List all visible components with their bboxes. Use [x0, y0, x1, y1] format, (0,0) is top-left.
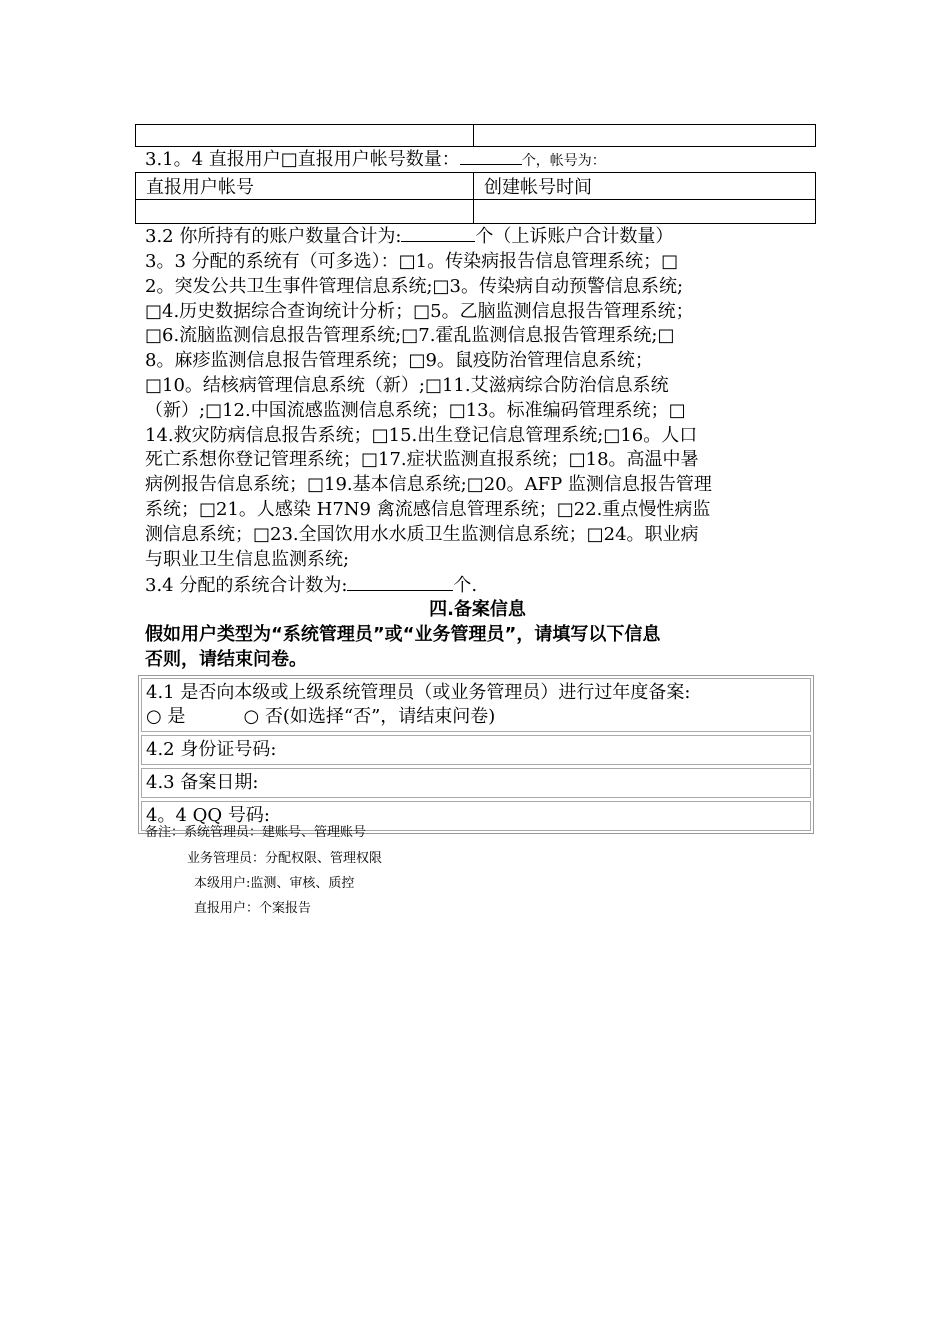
system-list-line: 测信息系统；□23.全国饮用水水质卫生监测信息系统；□24。职业病 — [145, 523, 699, 545]
radio-no[interactable]: ○ 否(如选择“否”，请结束问卷) — [243, 706, 496, 727]
table-row — [136, 200, 816, 224]
question-3-1-4-label: 3.1。4 直报用户□直报用户帐号数量： — [145, 149, 460, 170]
system-list-line: □6.流脑监测信息报告管理系统;□7.霍乱监测信息报告管理系统;□ — [145, 325, 675, 347]
total-accounts-blank[interactable] — [401, 225, 475, 242]
column-header-created-time: 创建帐号时间 — [474, 173, 816, 200]
system-list-line: □10。结核病管理信息系统（新）;□11.艾滋病综合防治信息系统 — [145, 374, 669, 396]
system-list-line: 8。麻疹监测信息报告管理系统；□9。鼠疫防治管理信息系统； — [145, 350, 653, 372]
filing-info-form — [138, 675, 814, 834]
question-3-4-label: 3.4 分配的系统合计数为: — [145, 575, 348, 596]
radio-yes[interactable]: ○ 是 — [146, 706, 186, 727]
question-3-4-suffix: 个. — [453, 575, 478, 596]
question-3-2-label: 3.2 你所持有的账户数量合计为: — [145, 226, 402, 247]
qq-number-label: 4。4 QQ 号码: — [146, 805, 270, 826]
total-systems-blank[interactable] — [347, 574, 453, 591]
question-3-4 — [145, 574, 810, 598]
question-4-1-label: 4.1 是否向本级或上级系统管理员（或业务管理员）进行过年度备案: — [146, 682, 691, 703]
question-3-2 — [145, 225, 810, 249]
table-cell[interactable] — [136, 200, 474, 224]
table-cell[interactable] — [136, 125, 474, 147]
system-list-line: （新）;□12.中国流感监测信息系统；□13。标准编码管理系统；□ — [145, 399, 686, 421]
system-list-line: □4.历史数据综合查询统计分析；□5。乙脑监测信息报告管理系统； — [145, 300, 694, 322]
note-line-3: 本级用户:监测、审核、质控 — [194, 876, 355, 891]
question-3-1-4 — [145, 148, 810, 173]
system-list-line: 14.救灾防病信息报告系统；□15.出生登记信息管理系统;□16。人口 — [145, 424, 698, 446]
question-4-2[interactable] — [141, 735, 811, 765]
system-list-line: 与职业卫生信息监测系统; — [145, 548, 350, 570]
note-line-1: 备注：系统管理员：建账号、管理账号 — [145, 825, 367, 840]
top-empty-table — [135, 124, 816, 147]
system-list-line: 死亡系想你登记管理系统；□17.症状监测直报系统；□18。高温中暑 — [145, 449, 699, 471]
question-3-2-suffix: 个（上诉账户合计数量） — [475, 226, 674, 247]
question-4-1-options — [146, 705, 806, 729]
column-header-account: 直报用户帐号 — [136, 173, 474, 200]
account-count-blank[interactable] — [460, 148, 522, 165]
direct-user-table — [135, 172, 816, 224]
system-list-line: 3。3 分配的系统有（可多选）：□1。传染病报告信息管理系统；□ — [145, 251, 679, 272]
question-4-1 — [141, 678, 811, 732]
section-4-instruction-line1: 假如用户类型为“系统管理员”或“业务管理员”，请填写以下信息 — [145, 624, 661, 645]
section-4-title: 四.备案信息 — [429, 599, 526, 620]
table-row — [136, 125, 816, 147]
section-4-instruction-line2: 否则，请结束问卷。 — [145, 649, 307, 670]
system-list-line: 系统；□21。人感染 H7N9 禽流感信息管理系统；□22.重点慢性病监 — [145, 498, 711, 520]
note-line-2: 业务管理员：分配权限、管理权限 — [187, 851, 383, 866]
question-3-1-4-suffix: 个，帐号为： — [521, 153, 606, 169]
system-list-line: 病例报告信息系统；□19.基本信息系统;□20。AFP 监测信息报告管理 — [145, 474, 712, 496]
id-number-label: 4.2 身份证号码: — [146, 739, 277, 760]
question-3-3-system-list — [145, 250, 810, 572]
table-cell[interactable] — [474, 125, 816, 147]
filing-date-label: 4.3 备案日期: — [146, 772, 259, 793]
system-list-line: 2。突发公共卫生事件管理信息系统;□3。传染病自动预警信息系统; — [145, 275, 684, 297]
note-line-4: 直报用户：个案报告 — [194, 901, 312, 916]
question-4-3[interactable] — [141, 768, 811, 798]
table-header-row — [136, 173, 816, 200]
table-cell[interactable] — [474, 200, 816, 224]
